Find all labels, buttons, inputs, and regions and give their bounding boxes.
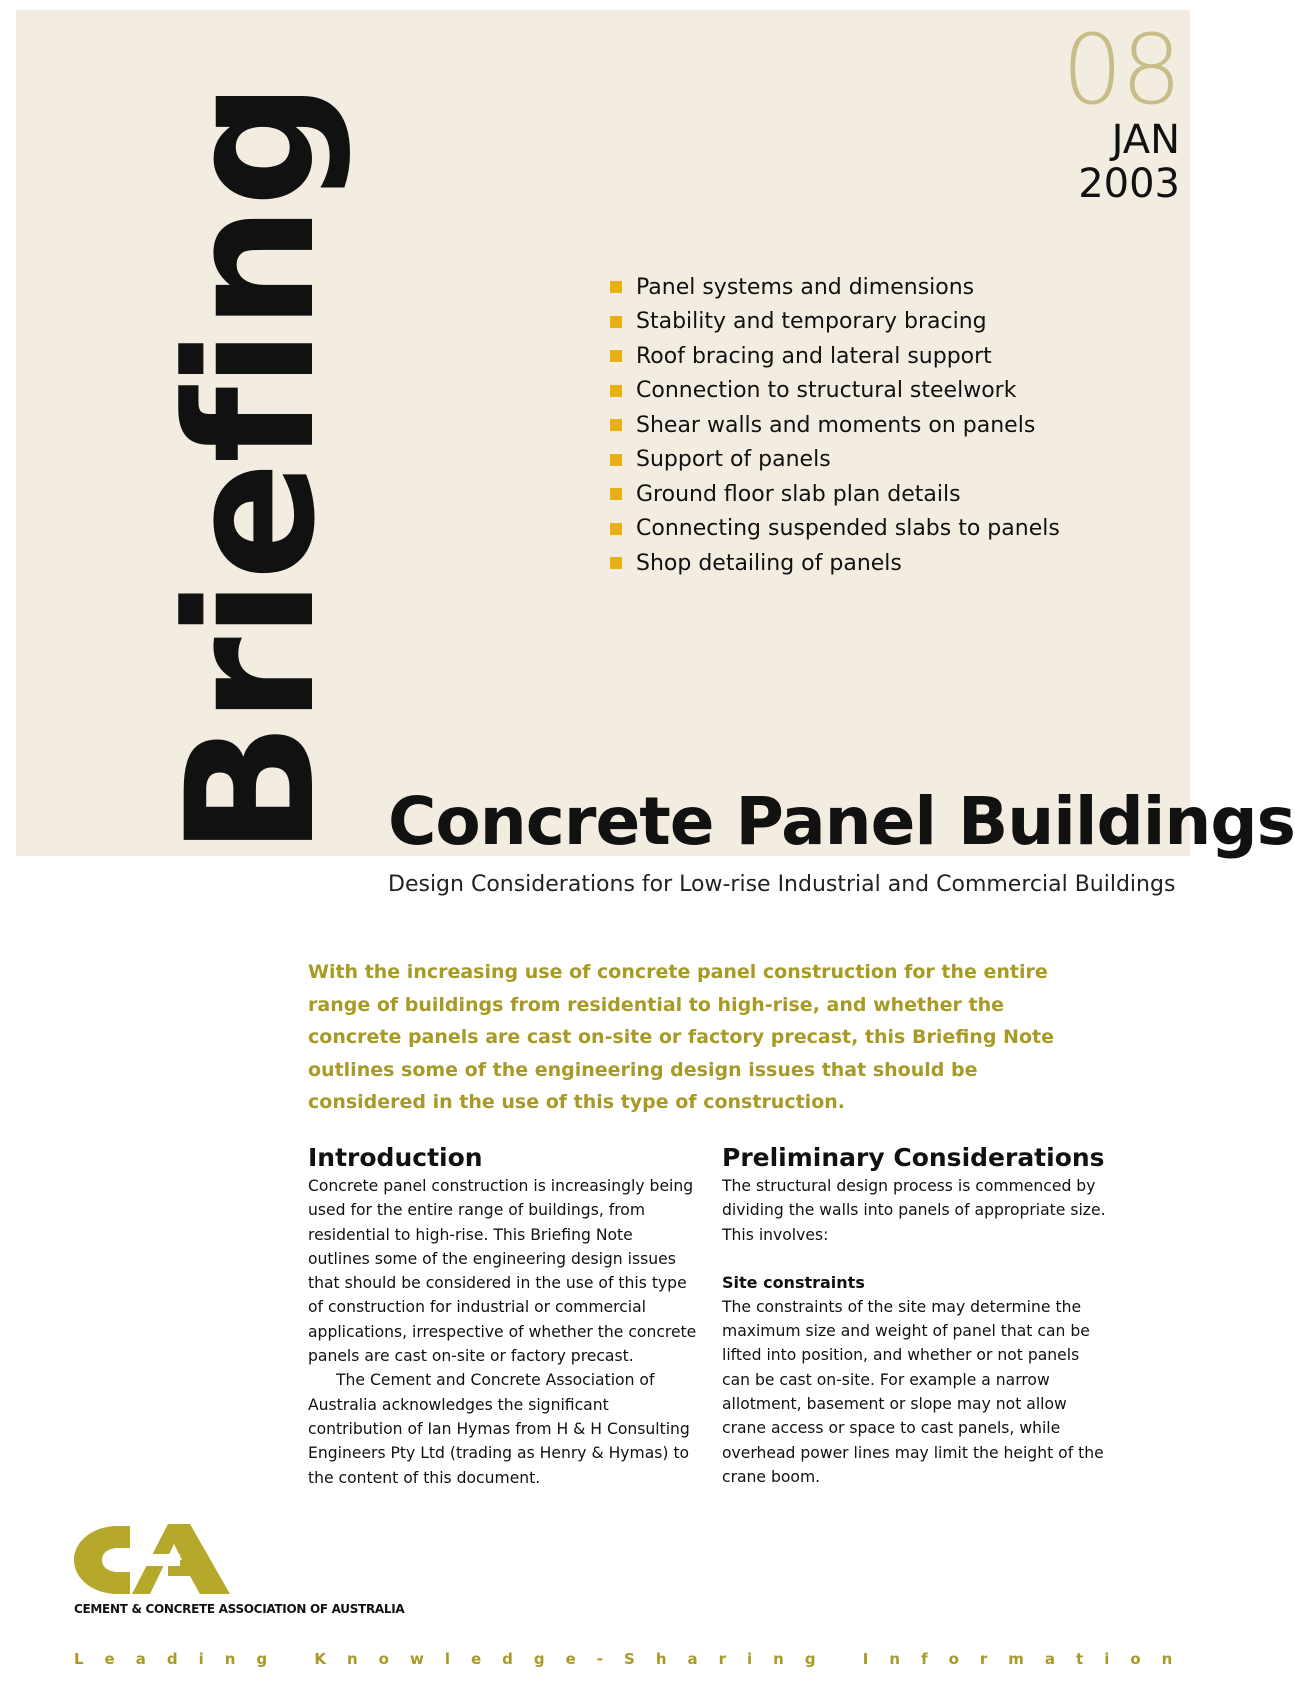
topic-text: Connecting suspended slabs to panels xyxy=(636,516,1060,542)
square-bullet-icon xyxy=(610,557,622,569)
list-item xyxy=(610,408,1110,443)
square-bullet-icon xyxy=(610,523,622,535)
section-heading: Introduction xyxy=(308,1143,483,1172)
list-item xyxy=(610,443,1110,478)
body-paragraph: Concrete panel construction is increasingly being used for the entire range of buildings, from residential to high-rise. This Briefing Note outlines some of the engineering design issues that should be considered in the use of this type of construction for industrial or commercial applications, irrespective of whether the concrete panels are cast on-site or factory precast. xyxy=(308,1177,697,1366)
footer-tagline: Leading Knowledge-Sharing Information xyxy=(74,1650,1194,1668)
preliminary-section xyxy=(722,1142,1112,1489)
date-month: JAN xyxy=(1111,117,1180,163)
square-bullet-icon xyxy=(610,419,622,431)
organisation-logo xyxy=(72,1520,432,1620)
introduction-section xyxy=(308,1142,698,1490)
topic-text: Panel systems and dimensions xyxy=(636,274,975,300)
body-paragraph: The Cement and Concrete Association of Australia acknowledges the significant contribution of Ian Hymas from H & H Consulting Engineers Pty Ltd (trading as Henry & Hymas) to the content of this document. xyxy=(308,1371,690,1487)
list-item xyxy=(610,374,1110,409)
ccaa-logo-icon xyxy=(72,1520,232,1598)
body-paragraph: The constraints of the site may determine the maximum size and weight of panel that can be lifted into position, and whether or not panels can be cast on-site. For example a narrow allotment, basement or slope may not allow crane access or space to cast panels, while overhead power lines may limit the height of the crane boom. xyxy=(722,1297,1104,1486)
list-item xyxy=(610,546,1110,581)
page-subtitle: Design Considerations for Low-rise Industrial and Commercial Buildings xyxy=(388,872,1176,897)
topic-text: Shear walls and moments on panels xyxy=(636,412,1036,438)
date-year: 2003 xyxy=(1078,161,1180,207)
topic-text: Ground floor slab plan details xyxy=(636,481,961,507)
list-item xyxy=(610,512,1110,547)
lead-paragraph: With the increasing use of concrete panel construction for the entire range of buildings from residential to high-rise, and whether the concrete panels are cast on-site or factory precast, this Briefing Note outlines some of the engineering design issues that should be considered in the use of this type of construction. xyxy=(308,961,1054,1113)
square-bullet-icon xyxy=(610,385,622,397)
square-bullet-icon xyxy=(610,281,622,293)
square-bullet-icon xyxy=(610,350,622,362)
topic-text: Stability and temporary bracing xyxy=(636,309,987,335)
series-title: Briefing xyxy=(149,83,354,856)
topic-text: Roof bracing and lateral support xyxy=(636,343,992,369)
section-heading: Preliminary Considerations xyxy=(722,1143,1105,1172)
logo-wordmark: CEMENT & CONCRETE ASSOCIATION OF AUSTRALIA xyxy=(74,1602,405,1616)
issue-date xyxy=(980,14,1180,207)
list-item xyxy=(610,339,1110,374)
topic-text: Support of panels xyxy=(636,447,831,473)
list-item xyxy=(610,477,1110,512)
page-title: Concrete Panel Buildings xyxy=(388,783,1295,860)
list-item xyxy=(610,305,1110,340)
square-bullet-icon xyxy=(610,488,622,500)
body-paragraph: The structural design process is commenced by dividing the walls into panels of appropriate size. This involves: xyxy=(722,1177,1106,1244)
topic-text: Connection to structural steelwork xyxy=(636,378,1017,404)
subsection-heading: Site constraints xyxy=(722,1272,865,1292)
square-bullet-icon xyxy=(610,316,622,328)
date-day: 08 xyxy=(1061,14,1180,126)
list-item xyxy=(610,270,1110,305)
topic-text: Shop detailing of panels xyxy=(636,550,902,576)
square-bullet-icon xyxy=(610,454,622,466)
topic-list xyxy=(610,270,1110,581)
